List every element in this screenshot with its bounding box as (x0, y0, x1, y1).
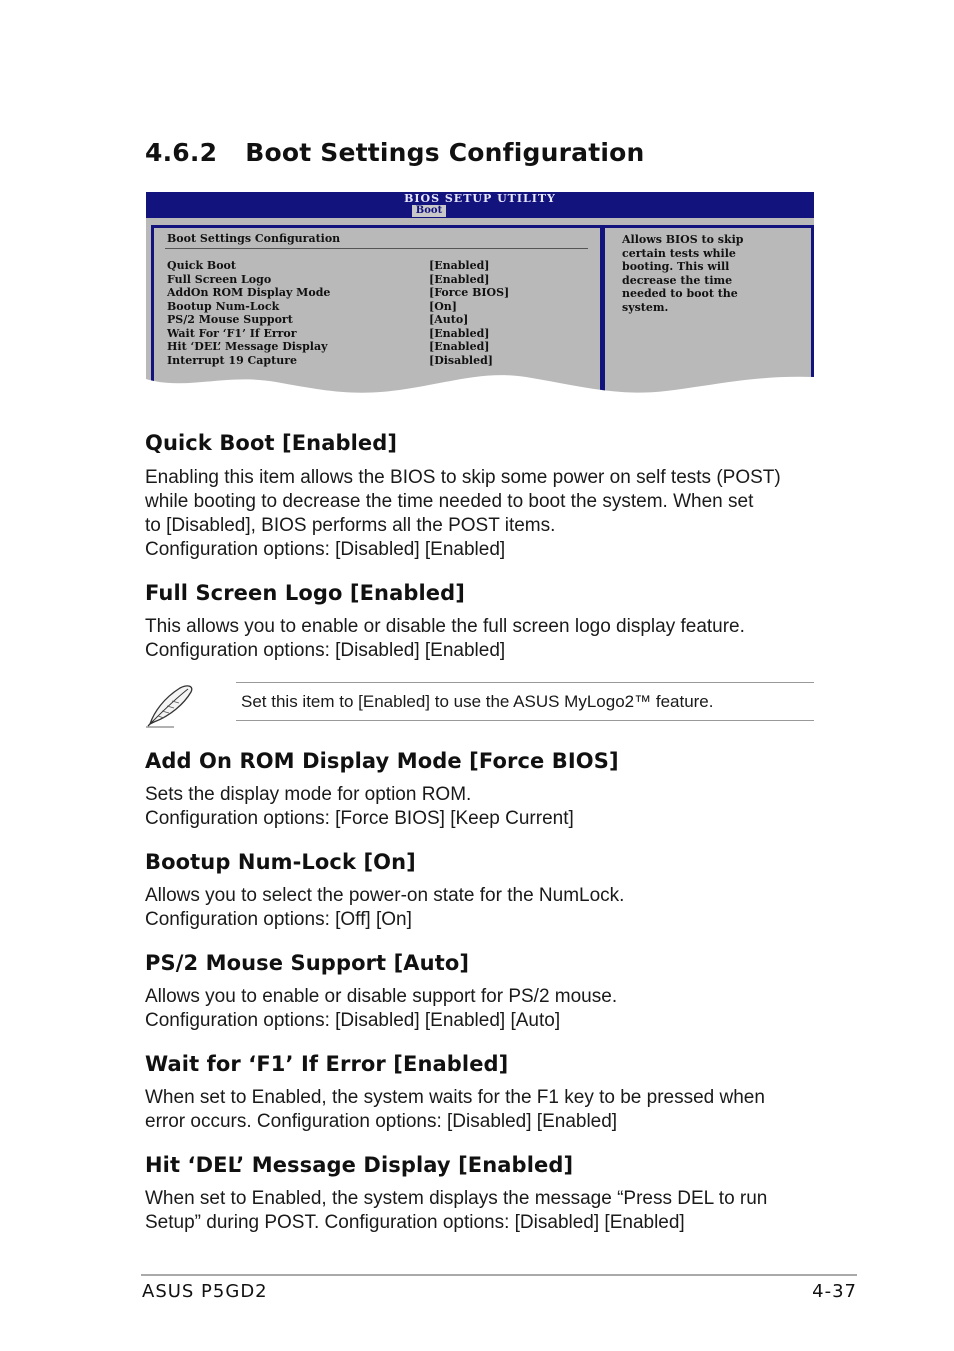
footer-page-number: 4-37 (812, 1281, 857, 1302)
torn-edge (146, 367, 814, 412)
bios-setting-quick-boot[interactable] (167, 259, 587, 273)
footer-rule (141, 1274, 857, 1276)
bios-setting-interrupt-19-capture[interactable] (167, 354, 587, 368)
text-line: Sets the display mode for option ROM. (145, 784, 472, 805)
footer-product-name: ASUS P5GD2 (142, 1281, 268, 1302)
bios-setting-value[interactable]: [On] (429, 299, 457, 313)
heading-quick-boot: Quick Boot [Enabled] (145, 431, 398, 455)
text-line: Allows you to select the power-on state for the NumLock. (145, 885, 625, 906)
bios-settings-list (167, 259, 587, 367)
bios-help-text: Allows BIOS to skip certain tests while booting. This will decrease the time needed to boot the system. (622, 233, 744, 314)
note-text: Set this item to [Enabled] to use the ASUS MyLogo2™ feature. (241, 692, 714, 711)
paragraph-full-screen-logo (145, 615, 825, 663)
text-line: This allows you to enable or disable the full screen logo display feature. (145, 616, 745, 637)
paragraph-quick-boot (145, 466, 825, 562)
text-line: Configuration options: [Disabled] [Enabled] (145, 539, 506, 560)
bios-setting-label: Bootup Num-Lock (167, 299, 280, 313)
bios-setting-label: PS/2 Mouse Support (167, 313, 293, 326)
section-title-text: Boot Settings Configuration (245, 138, 645, 167)
heading-addon-rom-display-mode: Add On ROM Display Mode [Force BIOS] (145, 749, 619, 773)
bios-setting-value[interactable]: [Auto] (429, 313, 469, 326)
paragraph-bootup-num-lock (145, 884, 825, 932)
bios-setting-wait-for-f1[interactable] (167, 327, 587, 341)
heading-ps2-mouse-support: PS/2 Mouse Support [Auto] (145, 951, 470, 975)
bios-screenshot (146, 192, 814, 412)
text-line: Allows you to enable or disable support for PS/2 mouse. (145, 986, 618, 1007)
paragraph-wait-for-f1 (145, 1086, 825, 1134)
text-line: Configuration options: [Force BIOS] [Keep Current] (145, 808, 574, 829)
text-line: to [Disabled], BIOS performs all the POST items. (145, 515, 556, 536)
bios-setting-value[interactable]: [Enabled] (429, 326, 490, 340)
bios-divider (165, 248, 588, 249)
paragraph-ps2-mouse-support (145, 985, 825, 1033)
bios-setting-label: Wait For ‘F1’ If Error (167, 326, 297, 340)
section-title (145, 138, 645, 167)
section-number: 4.6.2 (145, 138, 218, 167)
bios-setting-value[interactable]: [Enabled] (429, 340, 490, 353)
heading-wait-for-f1: Wait for ‘F1’ If Error [Enabled] (145, 1052, 509, 1076)
bios-setting-label: Hit ‘DEL’ Message Display (167, 340, 328, 353)
text-line: Enabling this item allows the BIOS to skip some power on self tests (POST) (145, 467, 781, 488)
bios-setting-label: Quick Boot (167, 259, 236, 272)
heading-full-screen-logo: Full Screen Logo [Enabled] (145, 581, 465, 605)
bios-setting-hit-del-message[interactable] (167, 340, 587, 354)
note-rule-bottom (236, 720, 814, 721)
text-line: When set to Enabled, the system waits for the F1 key to be pressed when (145, 1087, 765, 1108)
text-line: Configuration options: [Off] [On] (145, 909, 412, 930)
text-line: Setup” during POST. Configuration options: [Disabled] [Enabled] (145, 1212, 685, 1233)
bios-utility-title: BIOS SETUP UTILITY (404, 192, 556, 205)
paragraph-hit-del-message (145, 1187, 825, 1235)
bios-setting-label: Interrupt 19 Capture (167, 353, 297, 367)
paragraph-addon-rom-display-mode (145, 783, 825, 831)
text-line: while booting to decrease the time needed to boot the system. When set (145, 491, 754, 512)
text-line: Configuration options: [Disabled] [Enabled] (145, 640, 506, 661)
bios-setting-ps2-mouse-support[interactable] (167, 313, 587, 327)
bios-setting-bootup-num-lock[interactable] (167, 300, 587, 314)
bios-setting-full-screen-logo[interactable] (167, 273, 587, 287)
note-rule-top (236, 682, 814, 683)
bios-setting-value[interactable]: [Force BIOS] (429, 286, 510, 299)
pen-icon (144, 682, 196, 728)
note-box (144, 682, 814, 728)
bios-tab-boot[interactable]: Boot (412, 205, 446, 217)
text-line: error occurs. Configuration options: [Disabled] [Enabled] (145, 1111, 618, 1132)
bios-setting-value[interactable]: [Disabled] (429, 353, 494, 367)
text-line: Configuration options: [Disabled] [Enabled] [Auto] (145, 1010, 561, 1031)
bios-setting-addon-rom-display-mode[interactable] (167, 286, 587, 300)
bios-title-bar (146, 192, 814, 218)
text-line: When set to Enabled, the system displays the message “Press DEL to run (145, 1188, 768, 1209)
bios-setting-label: Full Screen Logo (167, 272, 272, 286)
bios-setting-label: AddOn ROM Display Mode (167, 286, 331, 299)
heading-bootup-num-lock: Bootup Num-Lock [On] (145, 850, 416, 874)
bios-setting-value[interactable]: [Enabled] (429, 272, 490, 286)
bios-setting-value[interactable]: [Enabled] (429, 259, 490, 272)
bios-panel-heading: Boot Settings Configuration (167, 232, 341, 245)
heading-hit-del-message: Hit ‘DEL’ Message Display [Enabled] (145, 1153, 574, 1177)
